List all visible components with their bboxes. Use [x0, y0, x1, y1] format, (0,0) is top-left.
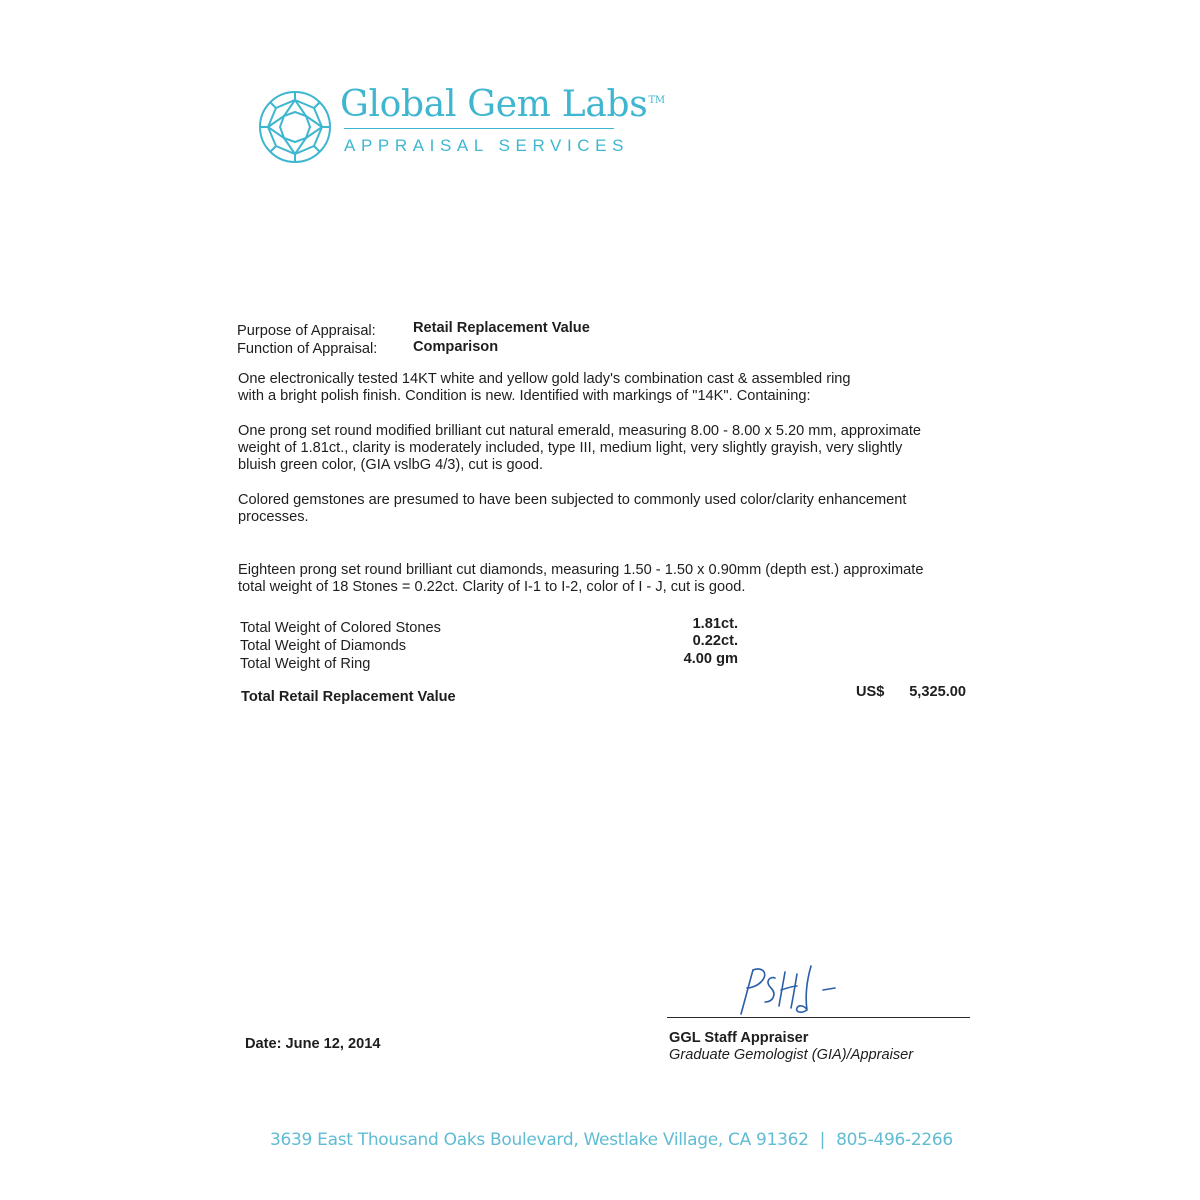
- purpose-label: Purpose of Appraisal:: [237, 323, 376, 339]
- signature: [735, 960, 845, 1018]
- brand-name-text: Global Gem Labs: [340, 84, 648, 125]
- logo-divider: [344, 128, 614, 129]
- function-value: Comparison: [413, 339, 499, 355]
- diamonds-line: total weight of 18 Stones = 0.22ct. Clarity of I-1 to I-2, color of I - J, cut is good.: [238, 579, 746, 595]
- diamonds-description: [238, 562, 978, 596]
- brand-tagline: APPRAISAL SERVICES: [344, 136, 630, 155]
- center-stone-line: weight of 1.81ct., clarity is moderately included, type III, medium light, very slightly grayish, very slightly: [238, 440, 903, 456]
- weight-ring-label: Total Weight of Ring: [240, 656, 371, 672]
- total-amount: 5,325.00: [909, 684, 966, 700]
- item-description-line: One electronically tested 14KT white and yellow gold lady's combination cast & assembled ring: [238, 371, 851, 387]
- center-stone-line: One prong set round modified brilliant cut natural emerald, measuring 8.00 - 8.00 x 5.20 mm, approximate: [238, 423, 922, 439]
- signature-line: [667, 1017, 970, 1018]
- appraiser-title: GGL Staff Appraiser: [669, 1030, 809, 1046]
- weight-colored-stones-label: Total Weight of Colored Stones: [240, 620, 441, 636]
- center-stone-line: bluish green color, (GIA vslbG 4/3), cut is good.: [238, 457, 544, 473]
- appraisal-date: Date: June 12, 2014: [245, 1036, 381, 1052]
- weight-diamonds-label: Total Weight of Diamonds: [240, 638, 407, 654]
- total-label: Total Retail Replacement Value: [241, 689, 456, 705]
- function-label: Function of Appraisal:: [237, 341, 378, 357]
- appraiser-credential: Graduate Gemologist (GIA)/Appraiser: [669, 1047, 914, 1063]
- gem-icon: [258, 90, 332, 164]
- street-address: 3639 East Thousand Oaks Boulevard, Westlake Village, CA 91362: [270, 1130, 809, 1150]
- purpose-value: Retail Replacement Value: [413, 320, 590, 336]
- item-description: [238, 371, 978, 405]
- brand-name: [340, 84, 665, 125]
- company-address: [270, 1130, 953, 1150]
- enhancement-note-line: processes.: [238, 509, 309, 525]
- weight-colored-stones-value: 1.81ct.: [692, 616, 738, 632]
- address-separator: |: [819, 1130, 826, 1150]
- total-currency: US$: [856, 684, 885, 700]
- trademark-mark: TM: [648, 95, 665, 106]
- weight-diamonds-value: 0.22ct.: [692, 633, 738, 649]
- enhancement-note-line: Colored gemstones are presumed to have been subjected to commonly used color/clarity enhancement: [238, 492, 907, 508]
- weight-ring-value: 4.00 gm: [683, 651, 738, 667]
- enhancement-note: [238, 492, 978, 526]
- center-stone-description: [238, 423, 978, 474]
- phone-number: 805-496-2266: [836, 1130, 953, 1150]
- diamonds-line: Eighteen prong set round brilliant cut diamonds, measuring 1.50 - 1.50 x 0.90mm (depth est.) approximate: [238, 562, 924, 578]
- item-description-line: with a bright polish finish. Condition is new. Identified with markings of "14K". Containing:: [238, 388, 811, 404]
